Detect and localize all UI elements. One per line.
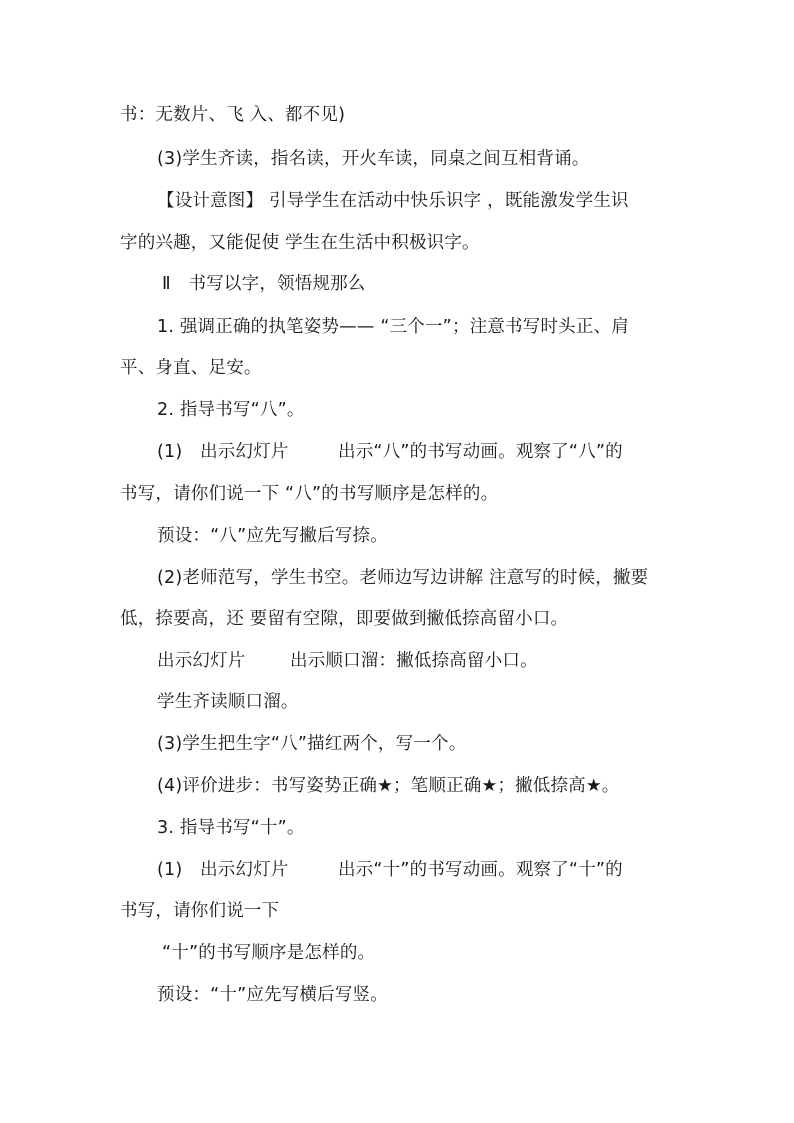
text-line: 预设：“十”应先写横后写竖。: [157, 985, 388, 1005]
text-line: 出示幻灯片: [157, 651, 246, 671]
text-line: (4)评价进步：书写姿势正确★；笔顺正确★；撇低捺高★。: [157, 776, 620, 796]
text-line: (1) 出示幻灯片: [157, 860, 289, 880]
subsection-heading: 2. 指导书写“八”。: [157, 400, 305, 420]
text-line: (1) 出示幻灯片: [157, 442, 289, 462]
text-line: (2)老师范写，学生书空。老师边写边讲解 注意写的时候，撇要: [157, 568, 649, 588]
text-line: 预设：“八”应先写撇后写捺。: [157, 526, 388, 546]
text-line: 字的兴趣，又能促使 学生在生活中积极识字。: [120, 233, 480, 253]
text-line: 书：无数片、飞 入、都不见): [120, 105, 346, 125]
text-line: “十”的书写顺序是怎样的。: [162, 943, 376, 963]
design-intent-heading: 【设计意图】 引导学生在活动中快乐识字 ，既能激发学生识: [157, 191, 629, 211]
text-line: 出示“八”的书写动画。观察了“八”的: [338, 442, 623, 462]
text-line: 书写，请你们说一下: [120, 901, 280, 921]
text-line: 1. 强调正确的执笔姿势—— “三个一”；注意书写时头正、肩: [157, 317, 629, 337]
text-line: 书写，请你们说一下 “八”的书写顺序是怎样的。: [120, 484, 499, 504]
text-line: 学生齐读顺口溜。: [157, 692, 299, 712]
section-heading: Ⅱ 书写以字，领悟规那么: [162, 274, 366, 294]
text-line: (3)学生齐读，指名读，开火车读，同桌之间互相背诵。: [157, 149, 590, 169]
text-line: 平、身直、足安。: [120, 358, 262, 378]
text-line: 低，捺要高，还 要留有空隙，即要做到撇低捺高留小口。: [120, 609, 569, 629]
subsection-heading: 3. 指导书写“十”。: [157, 818, 305, 838]
text-line: (3)学生把生字“八”描红两个，写一个。: [157, 734, 467, 754]
text-line: 出示“十”的书写动画。观察了“十”的: [338, 860, 623, 880]
text-line: 出示顺口溜：撇低捺高留小口。: [290, 651, 538, 671]
